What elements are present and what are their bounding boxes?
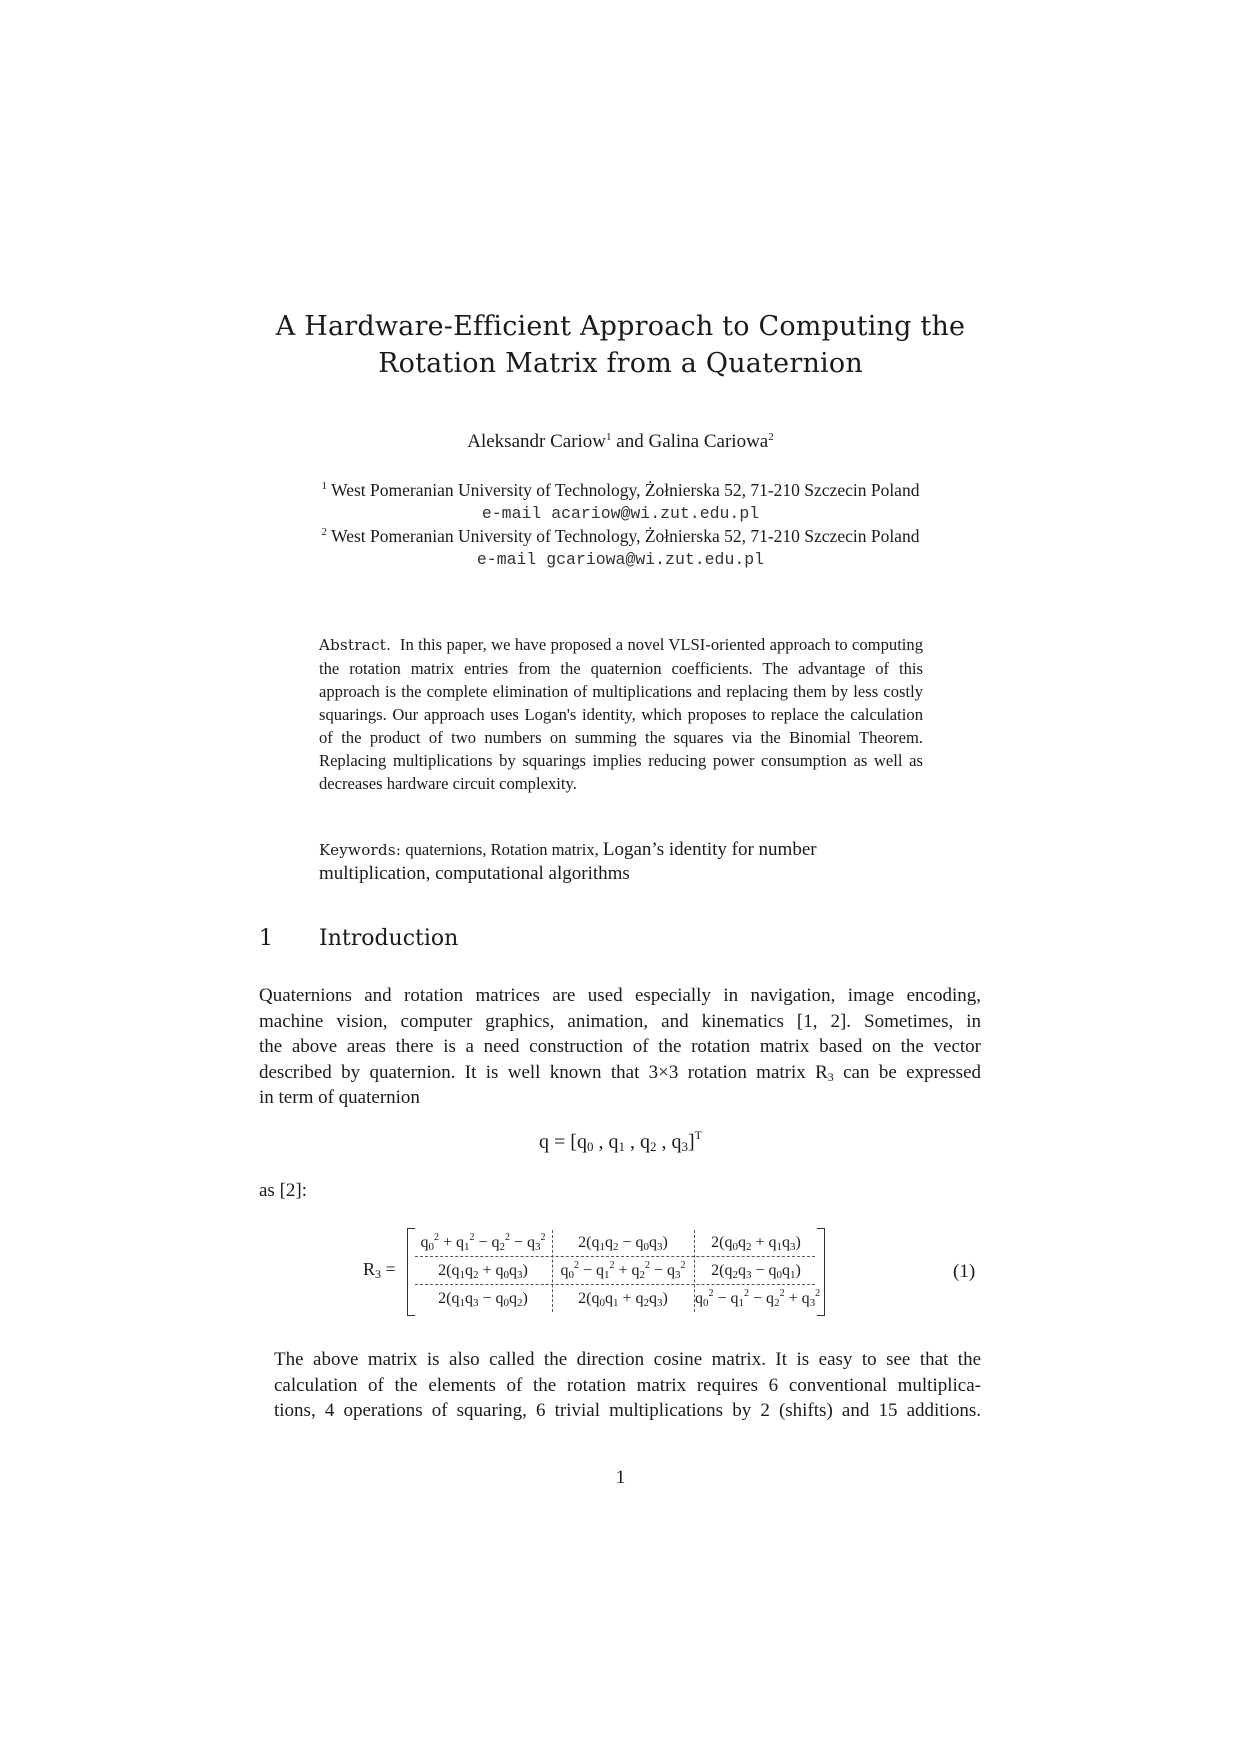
abstract-text: In this paper, we have proposed a novel VLSI-oriented approach to computing the rotation matrix entries from the quaternion coefficients. The advantage of this approach is the complete elimination of multiplications and replacing them by less costly squarings. Our approach uses Logan's identity, which proposes to replace the calculation of the product of two numbers on summing the squares via the Binomial Theorem. Replacing multiplications by squarings implies reducing power consumption as well as decreases hardware circuit complexity. <box>319 635 924 793</box>
abstract-label: Abstract. <box>319 636 392 654</box>
intro-line-4-text: described by quaternion. It is well known that 3×3 rotation matrix R <box>259 1061 828 1083</box>
matrix-cell: $2(q_0q_2 + q_1q_3)$ <box>711 1234 801 1253</box>
matrix-cell: $2(q_1q_2 + q_0q_3)$ <box>438 1262 528 1281</box>
affiliation-1-text: West Pomeranian University of Technology, Żołnierska 52, 71-210 Szczecin Poland <box>331 480 920 500</box>
equation-number: (1) <box>953 1261 976 1282</box>
matrix-left-bracket <box>407 1228 415 1316</box>
affiliations <box>0 479 1241 571</box>
intro-line-2: machine vision, computer graphics, animation, and kinematics [1, 2]. Sometimes, in <box>259 1010 981 1032</box>
authors <box>0 431 1241 453</box>
intro-line-3: the above areas there is a need construction of the rotation matrix based on the vector <box>259 1036 981 1057</box>
email-1 <box>0 502 1241 525</box>
author-1-affil-mark: 1 <box>606 431 612 443</box>
intro-line-4-subscript: 3 <box>827 1069 834 1084</box>
section-number: 1 <box>259 926 273 951</box>
title-line-1: A Hardware-Efficient Approach to Computing the <box>275 311 966 342</box>
rotation-matrix-equation <box>363 1226 833 1318</box>
intro-line-4-end: can be expressed <box>833 1061 981 1083</box>
matrix-row-divider-1 <box>415 1256 815 1257</box>
intro-line-4 <box>259 1060 981 1086</box>
keywords <box>319 838 923 886</box>
matrix-cell: $q_0^2 - q_1^2 + q_2^2 - q_3^2$ <box>560 1260 686 1281</box>
keywords-rest: Logan’s identity for number multiplication, computational algorithms <box>319 839 817 884</box>
author-conjunction: and <box>616 431 644 452</box>
author-2: Galina Cariowa <box>648 431 769 452</box>
matrix-cell: $q_0^2 + q_1^2 - q_2^2 - q_3^2$ <box>420 1232 546 1253</box>
intro-line-5: in term of quaternion <box>259 1087 420 1108</box>
email-2-address[interactable]: gcariowa@wi.zut.edu.pl <box>546 550 765 569</box>
page-number: 1 <box>615 1467 626 1488</box>
email-2-label: e-mail <box>476 550 537 569</box>
closing-line-2: calculation of the elements of the rotation matrix requires 6 conventional multiplica- <box>274 1374 981 1396</box>
matrix-cell: $q_0^2 - q_1^2 - q_2^2 + q_3^2$ <box>695 1288 821 1309</box>
matrix-cell: $2(q_1q_3 - q_0q_2)$ <box>438 1290 528 1309</box>
affiliation-1-mark: 1 <box>321 480 328 492</box>
matrix-cell: $2(q_0q_1 + q_2q_3)$ <box>578 1290 668 1309</box>
quaternion-equation: $q = [q_0$ , $q_1$ , $q_2$ , $q_3]^T$ <box>539 1128 702 1154</box>
affiliation-1 <box>0 479 1241 502</box>
matrix-label: $R_3$ = <box>363 1259 396 1281</box>
intro-paragraph <box>259 983 981 1111</box>
title-line-2: Rotation Matrix from a Quaternion <box>378 348 863 379</box>
matrix-cell: $2(q_1q_2 - q_0q_3)$ <box>578 1234 668 1253</box>
abstract <box>319 633 923 795</box>
closing-line-3: tions, 4 operations of squaring, 6 trivial multiplications by 2 (shifts) and 15 additions. <box>274 1400 981 1421</box>
matrix-right-bracket <box>817 1228 825 1316</box>
email-1-label: e-mail <box>481 504 542 523</box>
section-title: Introduction <box>319 926 459 951</box>
author-2-affil-mark: 2 <box>768 431 774 443</box>
paper-title <box>0 308 1241 382</box>
section-heading <box>259 926 458 951</box>
affiliation-2-mark: 2 <box>321 526 328 538</box>
as-reference: as [2]: <box>259 1180 308 1201</box>
email-1-address[interactable]: acariow@wi.zut.edu.pl <box>551 504 760 523</box>
keywords-label: Keywords: <box>319 841 402 859</box>
affiliation-2 <box>0 525 1241 548</box>
matrix-row-divider-2 <box>415 1284 815 1285</box>
keywords-small: quaternions, Rotation matrix, <box>405 840 599 859</box>
intro-line-1: Quaternions and rotation matrices are used especially in navigation, image encoding, <box>259 985 981 1006</box>
matrix-cell: $2(q_2q_3 - q_0q_1)$ <box>711 1262 801 1281</box>
closing-line-1: The above matrix is also called the direction cosine matrix. It is easy to see that the <box>274 1349 981 1370</box>
email-2 <box>0 548 1241 571</box>
affiliation-2-text: West Pomeranian University of Technology, Żołnierska 52, 71-210 Szczecin Poland <box>331 526 920 546</box>
closing-paragraph <box>259 1347 981 1424</box>
author-1: Aleksandr Cariow <box>467 431 607 452</box>
